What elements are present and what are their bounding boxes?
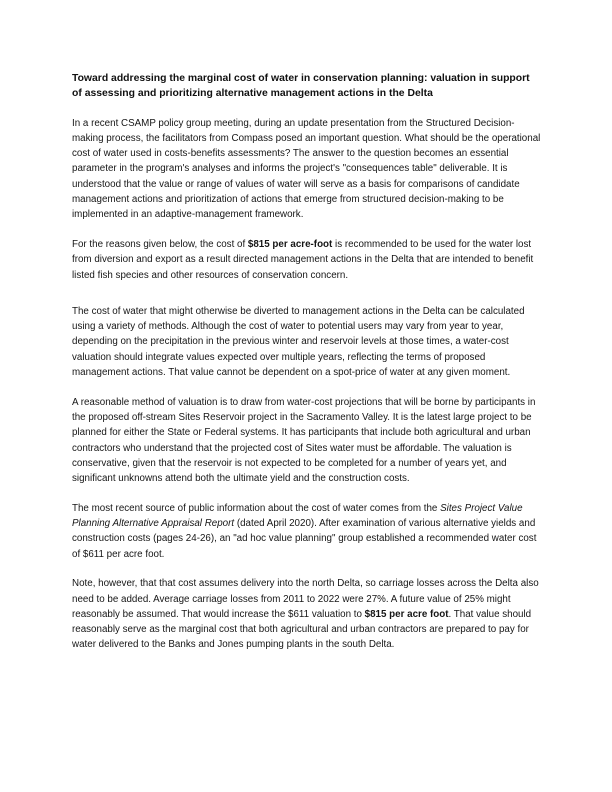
paragraph-source-report: [72, 501, 542, 562]
paragraph-sites-reservoir: A reasonable method of valuation is to draw from water-cost projections that will be borne by participants in the proposed off-stream Sites Reservoir project in the Sacramento Valley. It is the latest large project to be planned for either the State or Federal systems. It has participants that include both agricultural and urban contractors who understand that the projected cost of Sites water must be affordable. The valuation is conservative, given that the reservoir is not expected to be completed for a number of years yet, and significant unknowns attend both the ultimate yield and the construction costs.: [72, 396, 536, 485]
paragraph-recommendation: [72, 237, 542, 283]
final-cost-bold: $815 per acre foot: [364, 608, 449, 620]
source-text-before: The most recent source of public information about the cost of water comes from the: [72, 502, 441, 514]
recommendation-text-after: is recommended to be used for the water lost from diversion and export as a result directed management actions in the Delta that are intended to benefit listed fish species and other resources of conservation concern.: [72, 238, 534, 281]
recommended-cost-bold: $815 per acre-foot: [247, 238, 333, 250]
recommendation-text-before: For the reasons given below, the cost of: [72, 238, 248, 250]
paragraph-carriage-losses: [72, 576, 542, 652]
carriage-text-after: . That value should reasonably serve as the marginal cost that both agricultural and urban contractors are prepared to pay for water delivered to the Banks and Jones pumping plants in the south Delta.: [72, 608, 532, 651]
document-body: [72, 71, 542, 667]
document-title: Toward addressing the marginal cost of water in conservation planning: valuation in support of assessing and prioritizing alternative management actions in the Delta: [72, 73, 530, 100]
carriage-text-before: Note, however, that that cost assumes delivery into the north Delta, so carriage losses across the Delta also need to be added. Average carriage losses from 2011 to 2022 were 27%. A future value of 25% might reasonably be assumed. That would increase the $611 valuation to: [72, 578, 539, 620]
source-text-after: (dated April 2020). After examination of various alternative yields and construction costs (pages 24-26), an "ad hoc value planning" group established a recommended water cost of $611 per acre foot.: [72, 518, 537, 560]
paragraph-intro: In a recent CSAMP policy group meeting, during an update presentation from the Structured Decision-making process, the facilitators from Compass posed an important question. What should be the operational cost of water used in costs-benefits assessments? The answer to the question becomes an essential parameter in the program's analyses and informs the project's "consequences table" deliverable. It is understood that the value or range of values of water will serve as a basis for comparisons of candidate management actions and prioritization of actions that emerge from structured decision-making to be implemented in an adaptive-management framework.: [72, 117, 541, 221]
report-title-italic: Sites Project Value Planning Alternative Appraisal Report: [72, 502, 523, 530]
paragraph-calculation-methods: The cost of water that might otherwise be diverted to management actions in the Delta can be calculated using a variety of methods. Although the cost of water to potential users may vary from year to year, depending on the precipitation in the previous winter and reservoir levels at those times, a water-cost valuation should integrate values expected over multiple years, reflecting the terms of proposed management actions. That value cannot be dependent on a spot-price of water at any given moment.: [72, 305, 525, 379]
